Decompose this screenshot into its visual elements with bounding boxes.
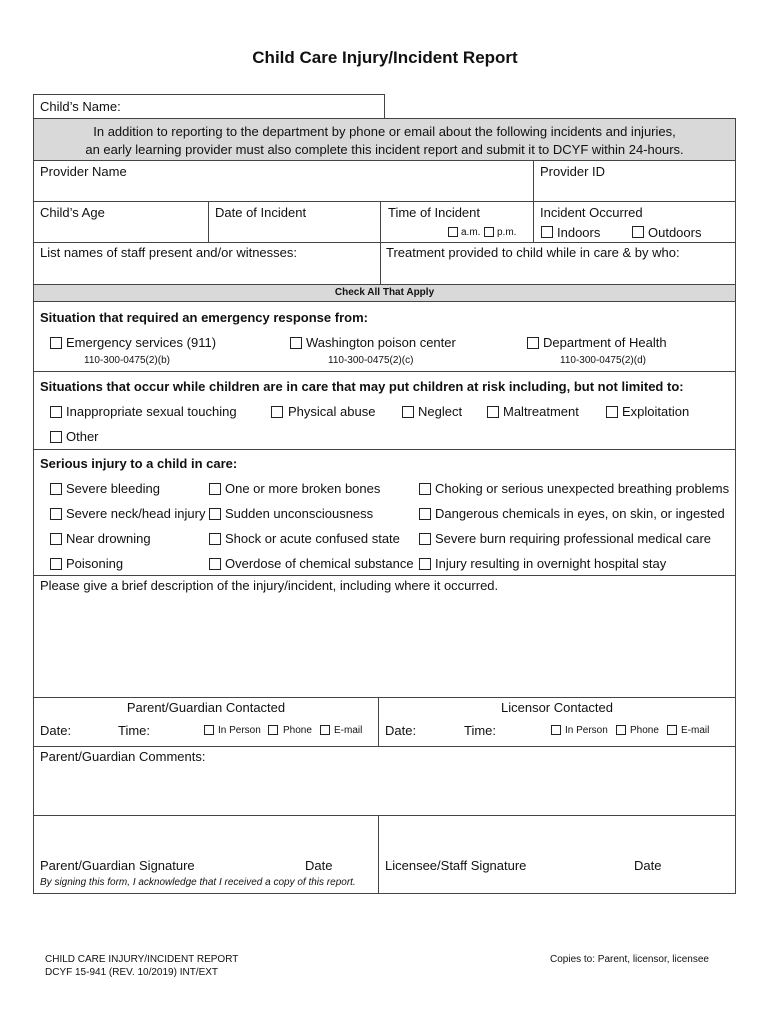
maltreatment-label: Maltreatment [503,404,579,419]
parent-email-label: E-mail [334,725,363,736]
chemicals-label: Dangerous chemicals in eyes, on skin, or ingested [435,506,725,521]
outdoors-checkbox[interactable] [632,226,644,238]
parent-phone-label: Phone [283,725,312,736]
near-drowning-checkbox[interactable] [50,533,62,545]
description-label: Please give a brief description of the injury/incident, including where it occurred. [40,578,499,593]
severe-bleeding-checkbox[interactable] [50,483,62,495]
treatment-label: Treatment provided to child while in care & by who: [386,245,680,260]
licensor-contacted-heading: Licensor Contacted [500,700,613,715]
notice-line-1: In addition to reporting to the department by phone or email about the following incidents and injuries, [93,124,676,139]
parent-signature-label: Parent/Guardian Signature [40,858,195,873]
parent-signature-date-label: Date [305,858,333,873]
poisoning-checkbox[interactable] [50,558,62,570]
pm-label: p.m. [497,227,517,238]
neck-head-checkbox[interactable] [50,508,62,520]
footer-form-number: DCYF 15-941 (REV. 10/2019) INT/EXT [45,967,219,978]
serious-heading: Serious injury to a child in care: [40,456,238,471]
poison-center-code: 110-300-0475(2)(c) [328,355,414,366]
hospital-stay-checkbox[interactable] [419,558,431,570]
broken-bones-checkbox[interactable] [209,483,221,495]
provider-id-field[interactable] [534,161,735,201]
comments-label: Parent/Guardian Comments: [40,749,206,764]
near-drowning-label: Near drowning [66,531,151,546]
neglect-checkbox[interactable] [402,406,414,418]
provider-name-label: Provider Name [40,164,127,179]
footer-copies: Copies to: Parent, licensor, licensee [550,954,709,965]
incident-occurred-label: Incident Occurred [540,205,643,220]
neck-head-label: Severe neck/head injury [66,506,206,521]
parent-in-person-checkbox[interactable] [204,725,214,735]
exploitation-label: Exploitation [622,404,690,419]
licensor-in-person-label: In Person [565,725,608,736]
dept-health-label: Department of Health [543,335,667,350]
licensor-phone-label: Phone [630,725,659,736]
licensee-signature-field[interactable] [379,816,735,856]
emergency-911-label: Emergency services (911) [66,335,217,350]
parent-phone-checkbox[interactable] [268,725,278,735]
broken-bones-label: One or more broken bones [225,481,381,496]
severe-burn-label: Severe burn requiring professional medical care [435,531,712,546]
childs-age-label: Child’s Age [40,205,105,220]
severe-burn-checkbox[interactable] [419,533,431,545]
sexual-touching-label: Inappropriate sexual touching [66,404,237,419]
poisoning-label: Poisoning [66,556,124,571]
licensor-phone-checkbox[interactable] [616,725,626,735]
emergency-911-code: 110-300-0475(2)(b) [84,355,170,366]
childs-name-field[interactable] [33,94,385,119]
sexual-touching-checkbox[interactable] [50,406,62,418]
licensor-date-label: Date: [385,723,417,738]
notice-line-2: an early learning provider must also complete this incident report and submit it to DCYF within 24-hours. [85,142,684,157]
maltreatment-checkbox[interactable] [487,406,499,418]
licensor-in-person-checkbox[interactable] [551,725,561,735]
severe-bleeding-label: Severe bleeding [66,481,160,496]
emergency-heading: Situation that required an emergency response from: [40,310,368,325]
other-label: Other [66,429,99,444]
comments-field[interactable] [34,767,735,815]
parent-email-checkbox[interactable] [320,725,330,735]
physical-abuse-label: Physical abuse [288,404,376,419]
acknowledge-note: By signing this form, I acknowledge that I received a copy of this report. [40,877,356,888]
other-checkbox[interactable] [50,431,62,443]
outdoors-label: Outdoors [648,225,702,240]
parent-in-person-label: In Person [218,725,261,736]
licensee-signature-date-label: Date [634,858,662,873]
unconsciousness-checkbox[interactable] [209,508,221,520]
neglect-label: Neglect [418,404,463,419]
physical-abuse-checkbox[interactable] [271,406,283,418]
description-field[interactable] [34,596,735,696]
parent-signature-field[interactable] [34,816,378,856]
pm-checkbox[interactable] [484,227,494,237]
choking-checkbox[interactable] [419,483,431,495]
hospital-stay-label: Injury resulting in overnight hospital stay [435,556,667,571]
provider-name-field[interactable] [34,161,532,201]
childs-name-label: Child’s Name: [40,99,121,114]
overdose-label: Overdose of chemical substance [225,556,414,571]
licensee-signature-label: Licensee/Staff Signature [385,858,527,873]
parent-time-label: Time: [118,723,151,738]
poison-center-checkbox[interactable] [290,337,302,349]
choking-label: Choking or serious unexpected breathing problems [435,481,730,496]
staff-witnesses-label: List names of staff present and/or witnesses: [40,245,298,260]
licensor-email-checkbox[interactable] [667,725,677,735]
am-checkbox[interactable] [448,227,458,237]
licensor-time-label: Time: [464,723,497,738]
time-of-incident-label: Time of Incident [388,205,481,220]
chemicals-checkbox[interactable] [419,508,431,520]
overdose-checkbox[interactable] [209,558,221,570]
licensor-email-label: E-mail [681,725,710,736]
page-title: Child Care Injury/Incident Report [252,48,518,67]
parent-date-label: Date: [40,723,72,738]
check-all-label: Check All That Apply [334,287,435,298]
unconsciousness-label: Sudden unconsciousness [225,506,374,521]
am-label: a.m. [461,227,481,238]
shock-label: Shock or acute confused state [225,531,400,546]
dept-health-checkbox[interactable] [527,337,539,349]
indoors-checkbox[interactable] [541,226,553,238]
poison-center-label: Washington poison center [306,335,456,350]
provider-id-label: Provider ID [540,164,606,179]
footer-form-name: CHILD CARE INJURY/INCIDENT REPORT [45,954,239,965]
parent-contacted-heading: Parent/Guardian Contacted [126,700,286,715]
date-of-incident-label: Date of Incident [215,205,307,220]
shock-checkbox[interactable] [209,533,221,545]
exploitation-checkbox[interactable] [606,406,618,418]
dept-health-code: 110-300-0475(2)(d) [560,355,646,366]
risk-heading: Situations that occur while children are in care that may put children at risk including, but not limited to: [40,379,684,394]
emergency-911-checkbox[interactable] [50,337,62,349]
indoors-label: Indoors [557,225,601,240]
